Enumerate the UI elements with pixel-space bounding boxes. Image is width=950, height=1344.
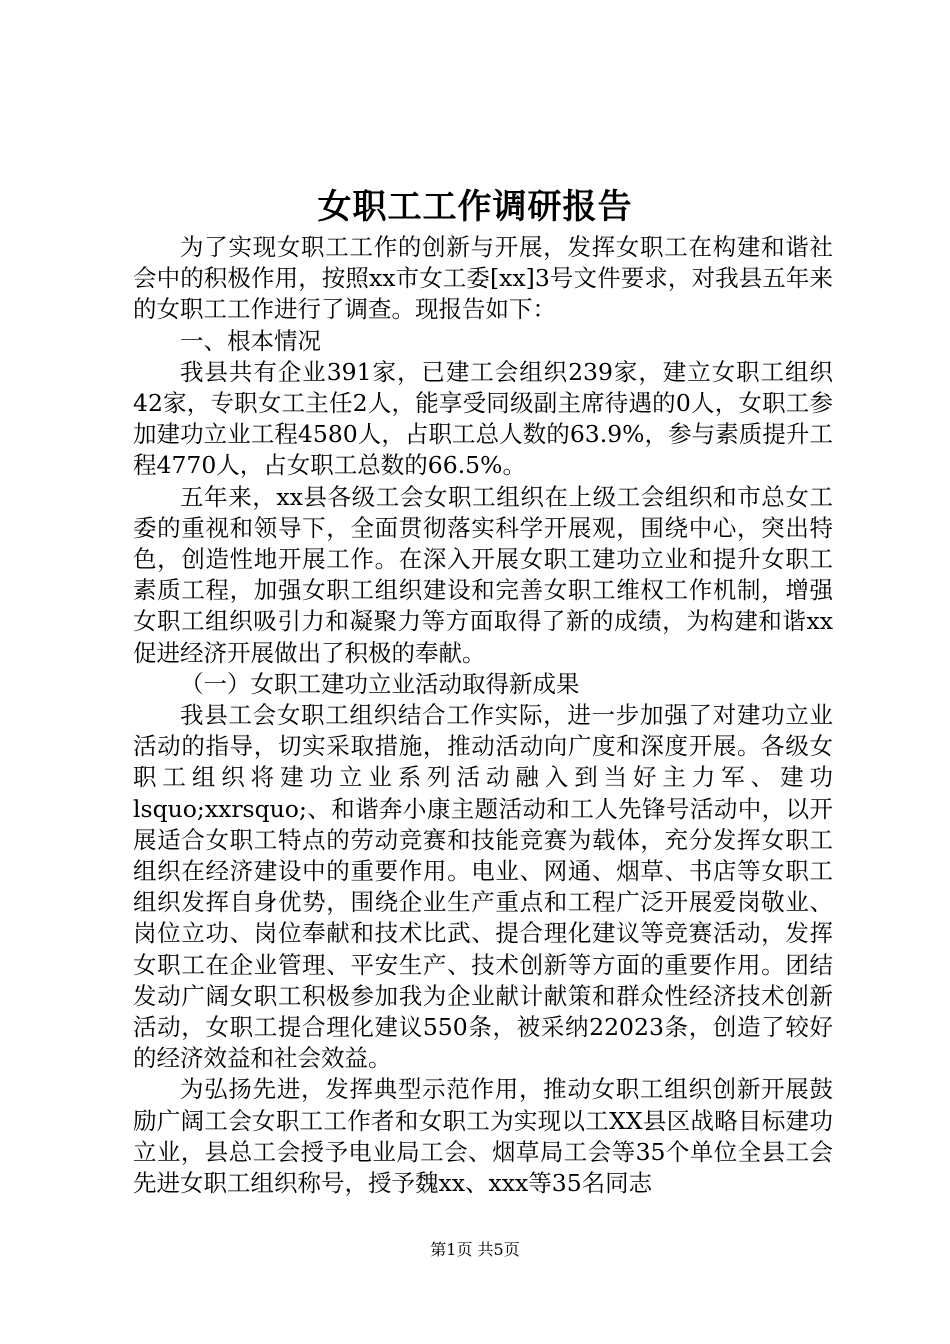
document-body: [133, 232, 833, 1199]
paragraph: 为弘扬先进，发挥典型示范作用，推动女职工组织创新开展鼓励广阔工会女职工工作者和女职工为实现以工XX县区战略目标建功立业，县总工会授予电业局工会、烟草局工会等35个单位全县工会先进女职工组织称号，授予魏xx、xxx等35名同志: [133, 1075, 833, 1198]
paragraph: 五年来，xx县各级工会女职工组织在上级工会组织和市总女工委的重视和领导下，全面贯彻落实科学开展观，围绕中心，突出特色，创造性地开展工作。在深入开展女职工建功立业和提升女职工素质工程，加强女职工组织建设和完善女职工维权工作机制，增强女职工组织吸引力和凝聚力等方面取得了新的成绩，为构建和谐xx促进经济开展做出了积极的奉献。: [133, 482, 833, 667]
subsection-heading: （一）女职工建功立业活动取得新成果: [180, 669, 580, 698]
page-footer: 第1页 共5页: [430, 1240, 520, 1259]
paragraph: 我县工会女职工组织结合工作实际，进一步加强了对建功立业活动的指导，切实采取措施，推动活动向广度和深度开展。各级女职工组织将建功立业系列活动融入到当好主力军、建功lsquo;xxrsquo;、和谐奔小康主题活动和工人先锋号活动中，以开展适合女职工特点的劳动竞赛和技能竞赛为载体，充分发挥女职工组织在经济建设中的重要作用。电业、网通、烟草、书店等女职工组织发挥自身优势，围绕企业生产重点和工程广泛开展爱岗敬业、岗位立功、岗位奉献和技术比武、提合理化建议等竞赛活动，发挥女职工在企业管理、平安生产、技术创新等方面的重要作用。团结发动广阔女职工积极参加我为企业献计献策和群众性经济技术创新活动，女职工提合理化建议550条，被采纳22023条，创造了较好的经济效益和社会效益。: [133, 701, 833, 1073]
paragraph: 我县共有企业391家，已建工会组织239家，建立女职工组织42家，专职女工主任2人，能享受同级副主席待遇的0人，女职工参加建功立业工程4580人，占职工总人数的63.9%，参与素质提升工程4770人，占女职工总数的66.5%。: [133, 357, 833, 480]
section-heading: 一、根本情况: [180, 326, 321, 355]
intro-paragraph: 为了实现女职工工作的创新与开展，发挥女职工在构建和谐社会中的积极作用，按照xx市女工委[xx]3号文件要求，对我县五年来的女职工工作进行了调查。现报告如下：: [133, 233, 833, 324]
document-title: 女职工工作调研报告: [317, 187, 633, 227]
